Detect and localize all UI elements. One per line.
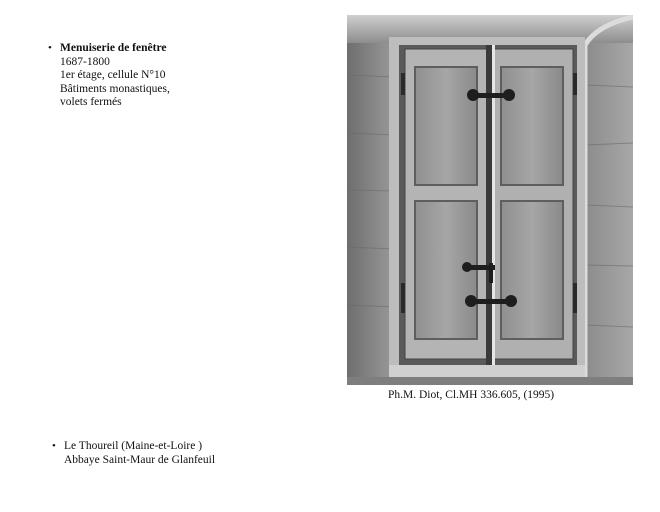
entry-lines bbox=[60, 42, 260, 110]
entry-location-detail: 1er étage, cellule N°10 bbox=[60, 69, 166, 81]
entry-building-line1: Bâtiments monastiques, bbox=[60, 82, 170, 95]
entry-building-line2: volets fermés bbox=[60, 96, 122, 108]
site-abbey: Abbaye Saint-Maur de Glanfeuil bbox=[64, 453, 216, 466]
right-wall bbox=[583, 15, 633, 385]
shutter-photo-drawing bbox=[347, 15, 633, 385]
entry-title: Menuiserie de fenêtre bbox=[60, 42, 167, 54]
site-bullet: • bbox=[52, 440, 56, 452]
left-upper-panel bbox=[415, 67, 477, 185]
entry-bullet: • bbox=[48, 42, 52, 54]
sill bbox=[389, 365, 585, 377]
site-commune: Le Thoureil (Maine-et-Loire ) bbox=[64, 440, 203, 452]
right-lower-panel bbox=[501, 201, 563, 339]
shutter-photo bbox=[347, 15, 633, 385]
entry-date: 1687-1800 bbox=[60, 55, 110, 68]
right-upper-panel bbox=[501, 67, 563, 185]
site-lines bbox=[64, 440, 324, 467]
photo-caption: Ph.M. Diot, Cl.MH 336.605, (1995) bbox=[388, 389, 555, 401]
ledge bbox=[347, 377, 633, 385]
